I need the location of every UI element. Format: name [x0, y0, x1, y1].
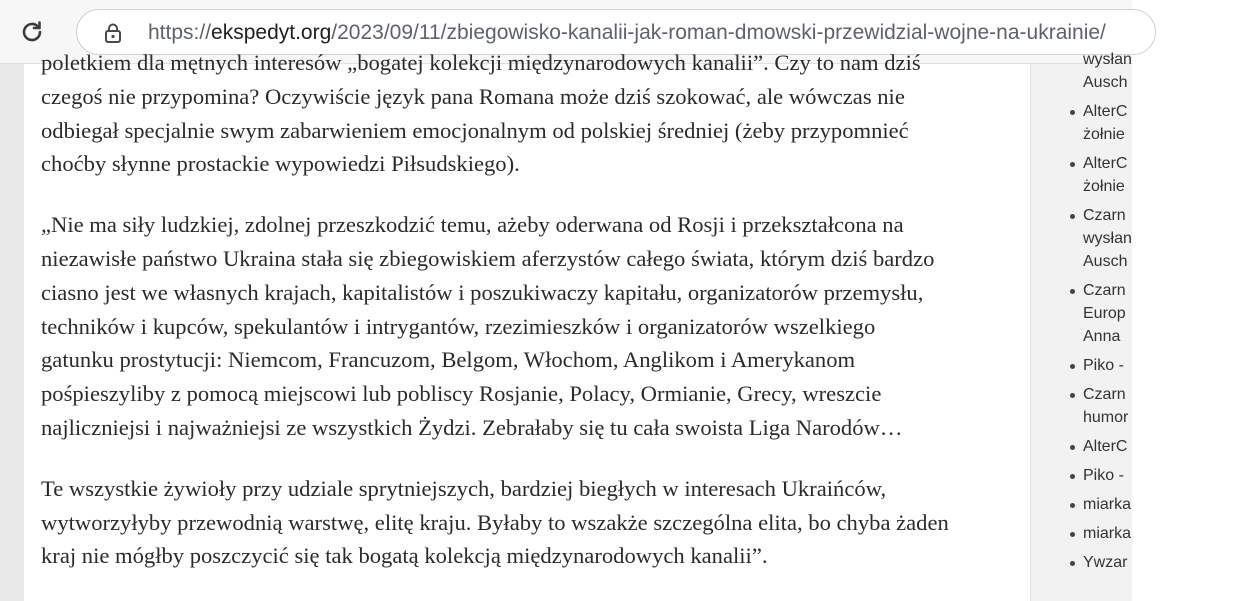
- sidebar-list-item[interactable]: Czarn Europ Anna: [1045, 279, 1245, 348]
- url-text[interactable]: [148, 20, 1106, 46]
- reload-icon: [18, 18, 46, 46]
- sidebar-list: [1045, 48, 1245, 580]
- sidebar-recent-comments: [1045, 51, 1132, 601]
- sidebar-list-item[interactable]: Piko -: [1045, 464, 1245, 487]
- sidebar-list-item[interactable]: miarka: [1045, 493, 1245, 516]
- sidebar-list-item[interactable]: AlterC: [1045, 435, 1245, 458]
- sidebar-list-item[interactable]: Ywzar: [1045, 551, 1245, 574]
- sidebar-list-item[interactable]: Czarn humor: [1045, 383, 1245, 429]
- article-content: [24, 50, 1031, 601]
- sidebar-list-item[interactable]: Czarn wysłan Ausch: [1045, 204, 1245, 273]
- url-scheme: https://: [148, 21, 212, 44]
- article-paragraph: „Nie ma siły ludzkiej, zdolnej przeszkodzić temu, ażeby oderwana od Rosji i przekształcona na niezawisłe państwo Ukraina stała się zbiegowiskiem aferzystów całego świata, którym dziś bardzo ciasno jest we własnych krajach, kapitalistów i poszukiwaczy kapitału, organizatorów przemysłu, techników i kupców, spekulantów i intrygantów, rzezimieszków i organizatorów wszelkiego gatunku prostytucji: Niemcom, Francuzom, Belgom, Włochom, Anglikom i Amerykanom pośpieszyliby z pomocą miejscowi lub pobliscy Rosjanie, Polacy, Ormianie, Grecy, wreszcie najliczniejsi i najważniejsi ze wszystkich Żydzi. Zebrałaby się tu cała swoista Liga Narodów…: [41, 212, 935, 440]
- sidebar-list-item[interactable]: miarka: [1045, 522, 1245, 545]
- sidebar-list-item[interactable]: Piko -: [1045, 354, 1245, 377]
- sidebar-list-item[interactable]: AlterC żołnie: [1045, 100, 1245, 146]
- sidebar-list-item[interactable]: AlterC żołnie: [1045, 152, 1245, 198]
- article-paragraph: poletkiem dla mętnych interesów „bogatej kolekcji międzynarodowych kanalii”. Czy to nam dziś czegoś nie przypomina? Oczywiście język pana Romana może dziś szokować, ale wówczas nie odbiegał specjalnie swym zabarwieniem emocjonalnym od polskiej średniej (żeby przypomnieć choćby słynne prostackie wypowiedzi Piłsudskiego).: [41, 50, 921, 177]
- sidebar-list-item[interactable]: wysłan Ausch: [1083, 51, 1132, 91]
- site-info-icon[interactable]: [103, 22, 123, 44]
- url-path: /2023/09/11/zbiegowisko-kanalii-jak-roman-dmowski-przewidzial-wojne-na-ukrainie/: [331, 21, 1106, 44]
- url-host: ekspedyt.org: [211, 21, 332, 44]
- article-paragraph: Te wszystkie żywioły przy udziale sprytniejszych, bardziej biegłych w interesach Ukraińców, wytworzyłyby przewodnią warstwę, elitę kraju. Byłaby to wszakże szczególna elita, bo chyba żaden kraj nie mógłby poszczycić się tak bogatą kolekcją międzynarodowych kanalii”.: [41, 475, 949, 569]
- page-left-gutter: [0, 64, 24, 601]
- article-body: [41, 46, 1026, 600]
